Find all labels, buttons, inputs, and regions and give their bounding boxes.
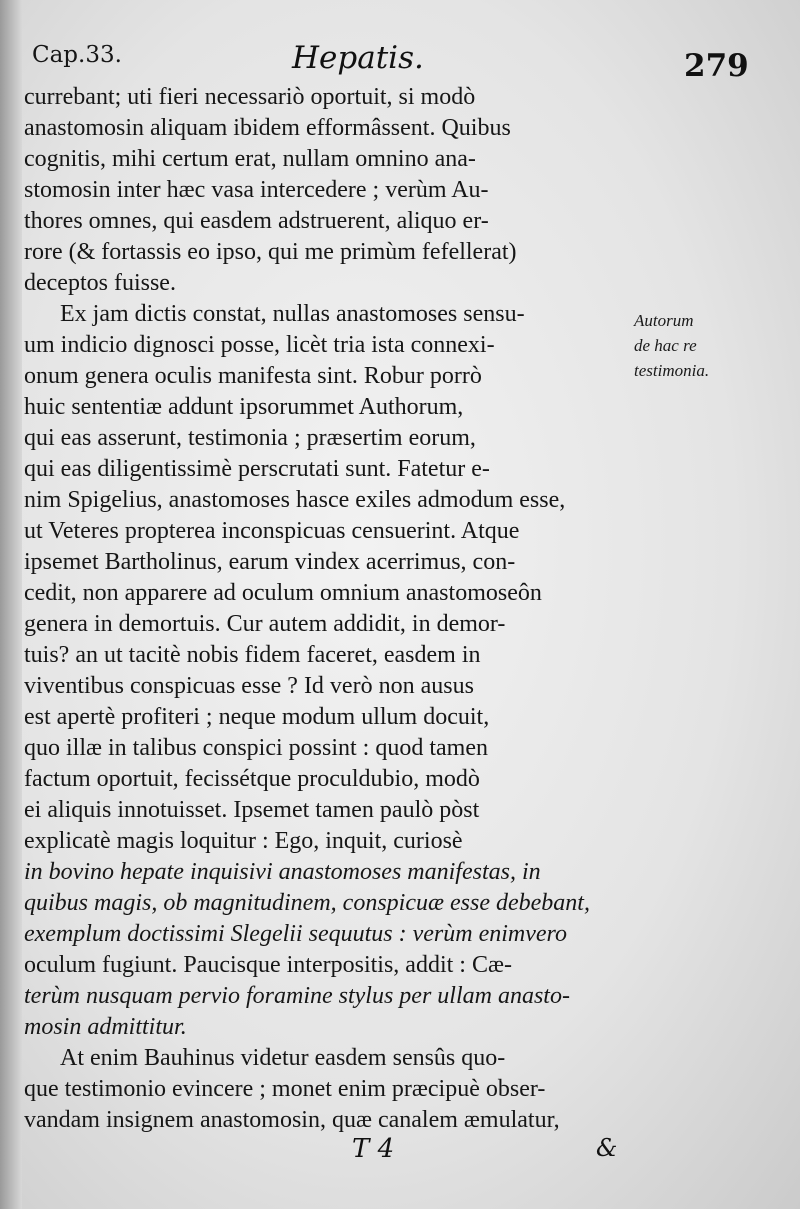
text-line: ei aliquis innotuisset. Ipsemet tamen paulò pòst bbox=[24, 797, 480, 823]
text-line: huic sententiæ addunt ipsorummet Authorum, bbox=[24, 394, 464, 420]
text-line: rore (& fortassis eo ipso, qui me primùm fefellerat) bbox=[24, 239, 517, 265]
quotation-line: terùm nusquam pervio foramine stylus per ullam anasto- bbox=[24, 983, 570, 1009]
quotation-line: mosin admittitur. bbox=[24, 1014, 187, 1040]
text-line: est apertè profiteri ; neque modum ullum docuit, bbox=[24, 704, 490, 730]
signature-mark: T 4 bbox=[352, 1134, 395, 1164]
text-line: cedit, non apparere ad oculum omnium anastomoseôn bbox=[24, 580, 542, 606]
text-line: qui eas asserunt, testimonia ; præsertim eorum, bbox=[24, 425, 476, 451]
text-line: stomosin inter hæc vasa intercedere ; verùm Au- bbox=[24, 177, 489, 203]
page-footer bbox=[0, 1126, 800, 1166]
text-line: currebant; uti fieri necessariò oportuit, si modò bbox=[24, 84, 476, 110]
text-line: qui eas diligentissimè perscrutati sunt. Fatetur e- bbox=[24, 456, 490, 482]
text-line: oculum fugiunt. Paucisque interpositis, addit : Cæ- bbox=[24, 952, 512, 978]
quotation-line: in bovino hepate inquisivi anastomoses manifestas, in bbox=[24, 859, 541, 885]
text-line: tuis? an ut tacitè nobis fidem faceret, easdem in bbox=[24, 642, 481, 668]
text-line: nim Spigelius, anastomoses hasce exiles admodum esse, bbox=[24, 487, 566, 513]
marginal-note bbox=[634, 308, 800, 383]
quotation-line: exemplum doctissimi Slegelii sequutus : verùm enimvero bbox=[24, 921, 567, 947]
binding-shadow bbox=[0, 0, 22, 1209]
marginal-note-line: Autorum bbox=[634, 311, 694, 330]
page-title: Hepatis. bbox=[292, 40, 424, 76]
text-line: onum genera oculis manifesta sint. Robur porrò bbox=[24, 363, 482, 389]
paragraph-start-line: Ex jam dictis constat, nullas anastomoses sensu- bbox=[60, 301, 525, 327]
marginal-note-line: de hac re bbox=[634, 336, 697, 355]
text-line: anastomosin aliquam ibidem efformâssent. Quibus bbox=[24, 115, 511, 141]
text-line: ut Veteres propterea inconspicuas censuerint. Atque bbox=[24, 518, 520, 544]
page-number: 279 bbox=[684, 48, 749, 84]
main-text-block bbox=[24, 82, 640, 1136]
text-line: que testimonio evincere ; monet enim præcipuè obser- bbox=[24, 1076, 546, 1102]
quotation-line: quibus magis, ob magnitudinem, conspicuæ esse debebant, bbox=[24, 890, 590, 916]
text-line: factum oportuit, fecissétque proculdubio, modò bbox=[24, 766, 480, 792]
paragraph-start-line: At enim Bauhinus videtur easdem sensûs quo- bbox=[60, 1045, 506, 1071]
running-header bbox=[0, 28, 800, 88]
text-line: ipsemet Bartholinus, earum vindex acerrimus, con- bbox=[24, 549, 516, 575]
catchword: & bbox=[596, 1134, 618, 1162]
text-line: vandam insignem anastomosin, quæ canalem æmulatur, bbox=[24, 1107, 560, 1133]
text-line: deceptos fuisse. bbox=[24, 270, 176, 296]
text-line: genera in demortuis. Cur autem addidit, in demor- bbox=[24, 611, 506, 637]
text-line: cognitis, mihi certum erat, nullam omnino ana- bbox=[24, 146, 476, 172]
text-line: quo illæ in talibus conspici possint : quod tamen bbox=[24, 735, 488, 761]
marginal-note-line: testimonia. bbox=[634, 361, 710, 380]
text-line: viventibus conspicuas esse ? Id verò non ausus bbox=[24, 673, 474, 699]
text-line: thores omnes, qui easdem adstruerent, aliquo er- bbox=[24, 208, 489, 234]
text-line: um indicio dignosci posse, licèt tria ista connexi- bbox=[24, 332, 495, 358]
chapter-label: Cap.33. bbox=[32, 42, 122, 68]
text-line: explicatè magis loquitur : Ego, inquit, curiosè bbox=[24, 828, 463, 854]
